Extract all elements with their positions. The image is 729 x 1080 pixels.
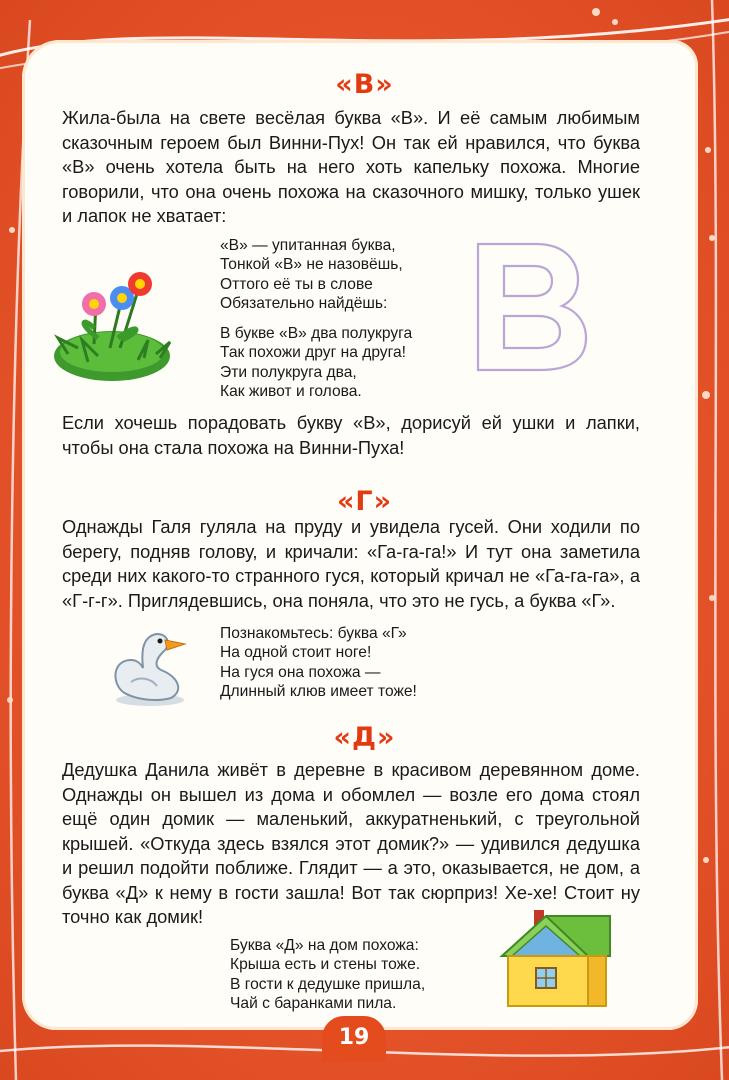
poem-line: На гуся она похожа — xyxy=(220,663,381,681)
section-title-v: «В» xyxy=(335,69,394,100)
poem-line: Так похожи друг на друга! xyxy=(220,344,406,362)
flower-icon xyxy=(48,268,176,386)
poem-line: Эти полукруга два, xyxy=(220,363,357,381)
poem-line: Буква «Д» на дом похожа: xyxy=(230,937,419,954)
poem-line: «В» — упитанная буква, xyxy=(220,237,396,254)
poem-line: Чай с баранками пила. xyxy=(230,995,397,1013)
poem-line: На одной стоит ноге! xyxy=(220,644,372,662)
poem-g xyxy=(220,624,417,702)
poem-line: Как живот и голова. xyxy=(220,383,362,401)
house-icon xyxy=(498,906,618,1014)
section-title-d: «Д» xyxy=(333,722,396,753)
section-v-paragraph-1: Жила-была на свете весёлая буква «В». И её самым любимым сказочным героем был Винни-Пух! Он так ей нравился, что буква «В» очень хотела быть на него хоть капельку похожа. Многие говорили, что она очень похожа на сказочного мишку, только ушек и лапок не хватает: xyxy=(62,107,640,226)
poem-line: Оттого её ты в слове xyxy=(220,275,373,293)
goose-icon xyxy=(105,620,195,708)
poem-line: Крыша есть и стены тоже. xyxy=(230,956,421,974)
page-number: 19 xyxy=(322,1016,386,1062)
section-title-g: «Г» xyxy=(336,486,393,517)
poem-line: В гости к дедушке пришла, xyxy=(230,975,426,993)
section-g-paragraph-1: Однажды Галя гуляла на пруду и увидела гусей. Они ходили по берегу, подняв голову, и кричали: «Га-га-га!» И тут она заметила среди них какого-то странного гуся, который кричал не «Га-га-га», а «Г-г-г». Приглядевшись, она поняла, что это не гусь, а буква «Г». xyxy=(62,516,640,611)
section-d-paragraph-1: Дедушка Данила живёт в деревне в красивом деревянном доме. Однажды он вышел из дома и обомлел — возле его дома стоял ещё один домик — маленький, аккуратненький, с треугольной крышей. «Откуда здесь взялся этот домик?» — удивился дедушка и решил подойти поближе. Глядит — а это, оказывается, не дом, а буква «Д» к нему в гости зашла! Вот так сюрприз! Хе-хе! Стоит ну точно как домик! xyxy=(62,759,640,927)
poem-line: Длинный клюв имеет тоже! xyxy=(220,683,417,701)
poem-line: Тонкой «В» не назовёшь, xyxy=(220,256,403,274)
poem-line: В букве «В» два полукруга xyxy=(220,325,413,342)
poem-d xyxy=(230,936,425,1014)
poem-line: Обязательно найдёшь: xyxy=(220,295,388,313)
poem-v-stanza-1 xyxy=(220,236,403,314)
section-v-paragraph-2: Если хочешь порадовать букву «В», дорисуй ей ушки и лапки, чтобы она стала похожа на Винни-Пуха! xyxy=(62,412,640,458)
poem-line: Познакомьтесь: буква «Г» xyxy=(220,625,407,642)
poem-v-stanza-2 xyxy=(220,324,412,402)
letter-v-outline xyxy=(474,240,592,374)
